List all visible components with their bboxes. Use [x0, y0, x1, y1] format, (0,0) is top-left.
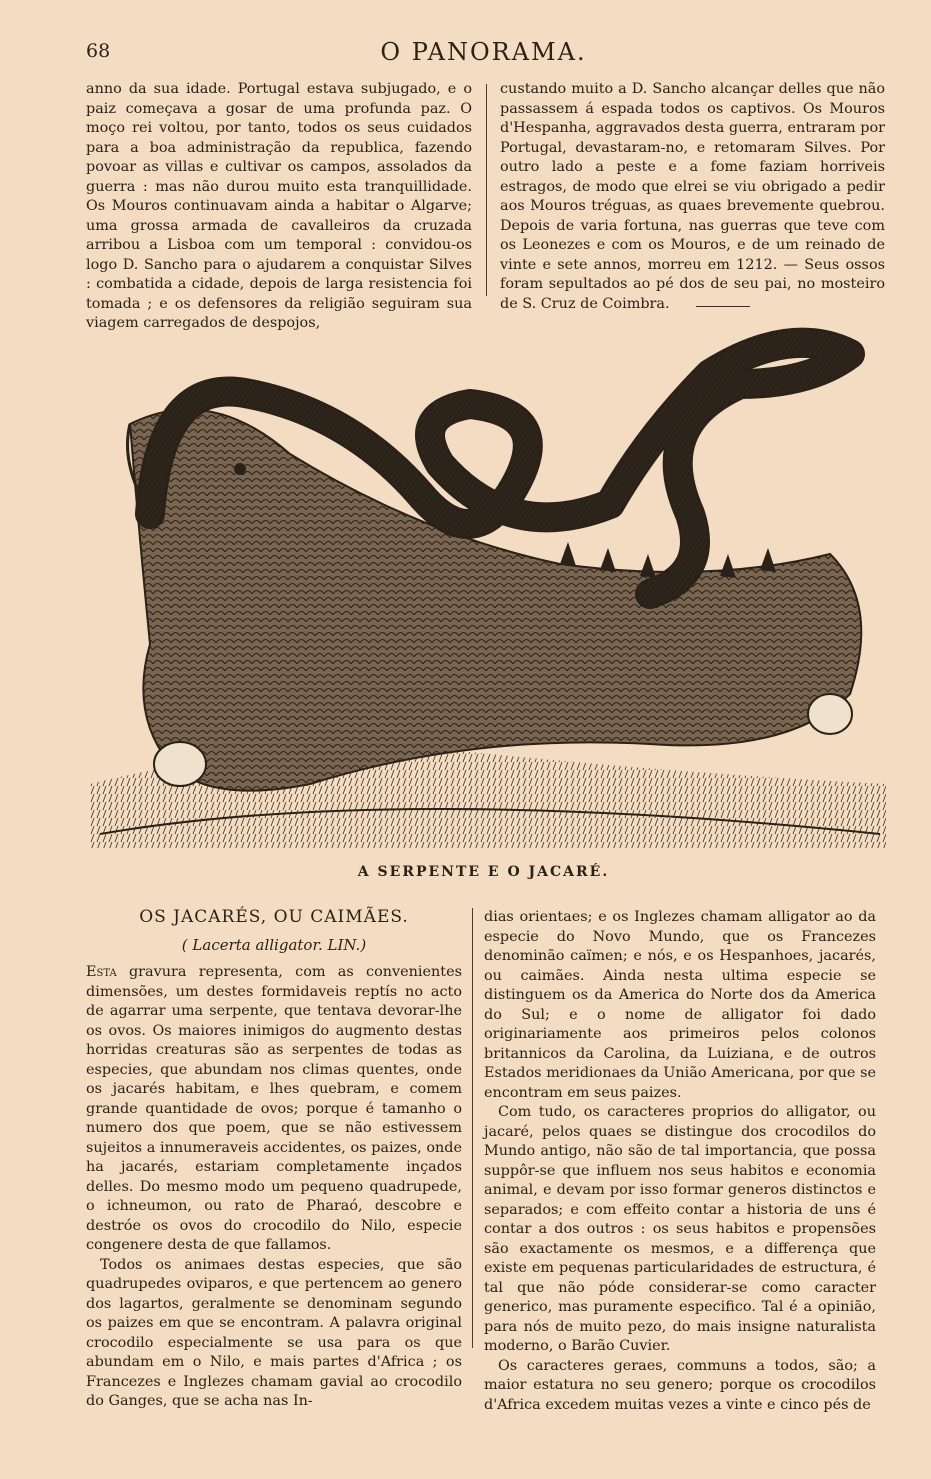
- page-header: [86, 40, 881, 72]
- article-subtitle: ( Lacerta alligator. LIN.): [181, 935, 367, 954]
- egg: [154, 742, 206, 786]
- column-bottom-left: [86, 908, 462, 1412]
- egg: [808, 694, 852, 734]
- figure-caption: A SERPENTE E O JACARÉ.: [357, 864, 610, 880]
- column-bottom-right: [484, 908, 876, 1415]
- engraving-serpent-and-alligator: [90, 314, 886, 848]
- paragraph: Os caracteres geraes, communs a todos, são; a maior estatura no seu genero; porque os crocodilos d'Africa excedem muitas vezes a vinte e cinco pés de: [484, 1357, 876, 1413]
- paragraph: dias orientaes; e os Inglezes chamam alligator ao da especie do Novo Mundo, que os Francezes denominão caïmen; e nós, e os Hespanhoes, jacarés, ou caimães. Ainda nesta ultima especie se distinguem os da America do Norte dos da America do Sul; e o nome de alligator foi dado originariamente aos primeiros pelos colonos britannicos da Carolina, da Luiziana, e de outros Estados meridionaes da União Americana, por que se encontram em seus paizes.: [484, 909, 876, 1101]
- journal-title: O PANORAMA.: [380, 38, 587, 66]
- paragraph: Com tudo, os caracteres proprios do alligator, ou jacaré, pelos quaes se distingue dos crocodilos do Mundo antigo, não são de tal importancia, que possa suppôr-se que influem nos seus habitos e economia animal, e devam por isso formar generos distinctos e separados; e com effeito contar a historia de uns é contar a dos outros : os seus habitos e propensões são exactamente os mesmos, e a differença que existe em pequenas particularidades de estructura, é tal que não póde considerar-se como caracter generico, mas puramente especifico. Tal é a opinião, para nós de muito pezo, do mais insigne naturalista moderno, o Barão Cuvier.: [484, 1104, 876, 1354]
- paragraph: anno da sua idade. Portugal estava subjugado, e o paiz começava a gosar de uma profunda paz. O moço rei voltou, por tanto, todos os seus cuidados para a boa administração da republica, fazendo povoar as villas e cultivar os campos, assolados da guerra : mas não durou muito esta tranquillidade. Os Mouros continuavam ainda a habitar o Algarve; uma grossa armada de cavalleiros da cruzada arribou a Lisboa com um temporal : convidou-os logo D. Sancho para o ajudarem a conquistar Silves : combatida a cidade, depois de larga resistencia foi tomada ; e os defensores da religião seguiram sua viagem carregados de despojos,: [86, 81, 472, 331]
- column-top-left: [86, 80, 472, 334]
- alligator-eye: [234, 463, 246, 475]
- column-divider: [472, 908, 473, 1348]
- paragraph: custando muito a D. Sancho alcançar delles que não passassem á espada todos os captivos. Os Mouros d'Hespanha, aggravados desta guerra, entraram por Portugal, devastaram-no, e retomaram Silves. Por outro lado a peste e a fome faziam horriveis estragos, de modo que elrei se viu obrigado a pedir aos Mouros tréguas, as quaes brevemente quebrou. Depois de varia fortuna, nas guerras que teve com os Leonezes e com os Mouros, e de um reinado de vinte e sete annos, morreu em 1212. — Seus ossos foram sepultados ao pé dos de seu pai, no mosteiro de S. Cruz de Coimbra.: [500, 81, 885, 312]
- article-title: OS JACARÉS, OU CAIMÃES.: [139, 907, 409, 927]
- dropcap-word: Esta: [86, 964, 117, 980]
- paragraph: [86, 963, 462, 1256]
- column-divider: [486, 84, 487, 296]
- paragraph-text: gravura representa, com as convenientes dimensões, um destes formidaveis reptís no acto de agarrar uma serpente, que tentava devorar-lhe os ovos. Os maiores inimigos do augmento destas horridas creaturas são as serpentes de todas as especies, que abundam nos climas quentes, onde os jacarés habitam, e lhes quebram, e comem grande quantidade de ovos; porque é tamanho o numero dos que poem, que se não estivessem sujeitos a innumeraveis accidentes, os paizes, onde ha jacarés, estariam completamente inçados delles. Do mesmo modo um pequeno quadrupede, o ichneumon, ou rato de Pharaó, descobre e destróe os ovos do crocodilo do Nilo, especie congenere desta de que fallamos.: [86, 964, 462, 1253]
- page-number: 68: [86, 40, 111, 62]
- section-end-rule: [696, 306, 750, 307]
- column-top-right: [500, 80, 885, 315]
- paragraph: Todos os animaes destas especies, que são quadrupedes oviparos, e que pertencem ao genero dos lagartos, geralmente se denominam segundo os paizes em que se encontram. A palavra original crocodilo especialmente se usa para os que abundam em o Nilo, e mais partes d'Africa ; os Francezes e Inglezes chamam gavial ao crocodilo do Ganges, que se acha nas In-: [86, 1256, 462, 1409]
